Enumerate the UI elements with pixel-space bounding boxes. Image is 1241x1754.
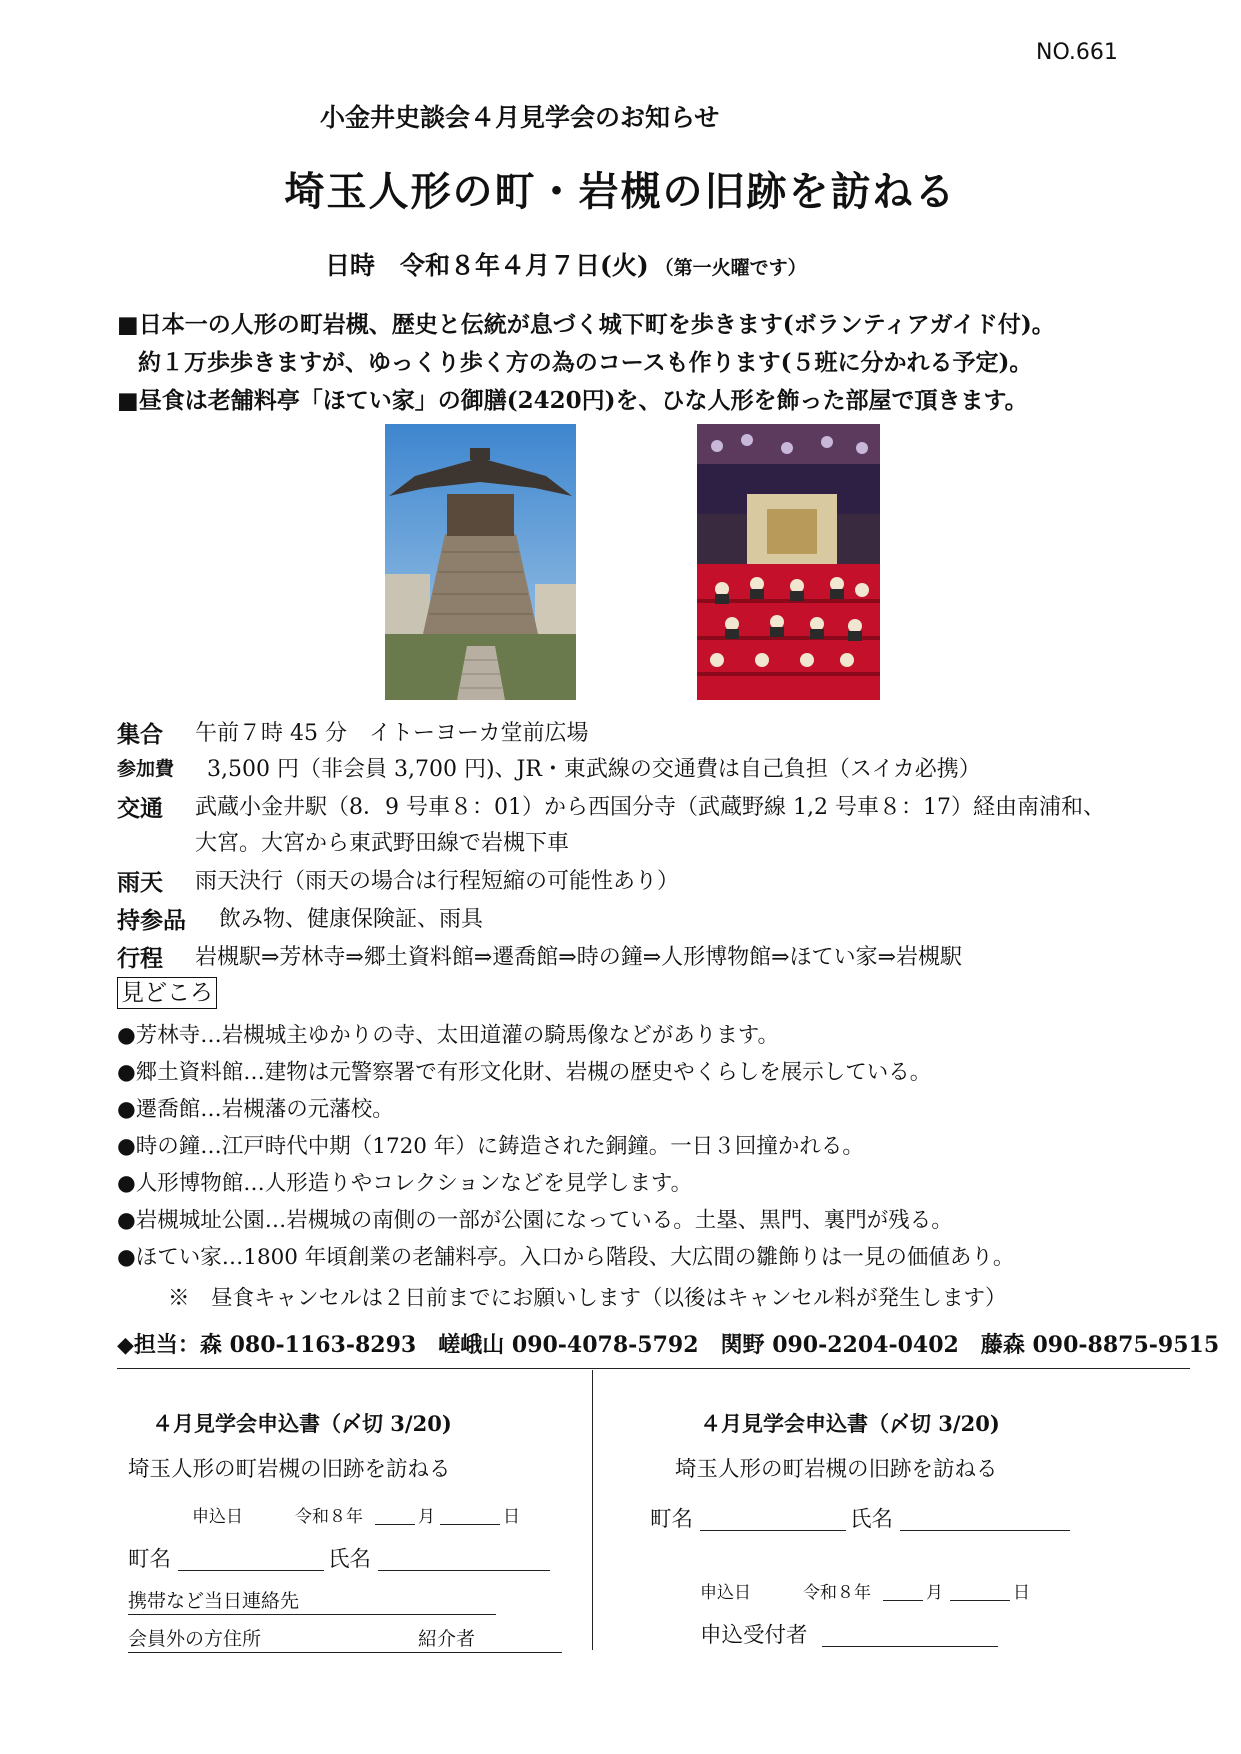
right-date-era: 令和８年 — [803, 1583, 871, 1603]
right-receiver-field[interactable] — [822, 1620, 998, 1647]
right-date-day-field[interactable] — [950, 1580, 1010, 1601]
right-form-title: ４月見学会申込書（〆切 3/20) — [700, 1411, 1000, 1436]
left-date-month-field[interactable] — [375, 1504, 415, 1525]
left-date-day: 日 — [503, 1507, 520, 1527]
notice-heading: 小金井史談会４月見学会のお知らせ — [320, 103, 720, 132]
left-name-label: 氏名 — [328, 1547, 372, 1572]
right-date-label: 申込日 — [700, 1583, 751, 1603]
highlights-label: 見どころ — [117, 977, 217, 1009]
right-name-label: 氏名 — [850, 1507, 894, 1532]
section-divider — [117, 1368, 1190, 1369]
detail-value-rain: 雨天決行（雨天の場合は行程短縮の可能性あり） — [195, 869, 680, 894]
intro-line-2: 約１万歩歩きますが、ゆっくり歩く方の為のコースも作ります(５班に分かれる予定)。 — [138, 349, 1033, 376]
left-phone-label: 携帯など当日連絡先 — [128, 1590, 300, 1612]
contact-line: ◆担当：森 080-1163-8293 嵯峨山 090-4078-5792 関野 090-2204-0402 藤森 090-8875-9515 — [117, 1332, 1220, 1358]
highlight-item: ●時の鐘…江戸時代中期（1720 年）に鋳造された銅鐘。一日３回撞かれる。 — [117, 1134, 864, 1159]
event-date-note: （第一火曜です） — [654, 257, 807, 279]
right-town-label: 町名 — [650, 1507, 694, 1532]
highlight-item: ●郷土資料館…建物は元警察署で有形文化財、岩槻の歴史やくらしを展示している。 — [117, 1060, 932, 1085]
left-date-month: 月 — [418, 1507, 435, 1527]
left-town-label: 町名 — [128, 1547, 172, 1572]
right-town-field[interactable] — [700, 1504, 846, 1531]
left-referrer-label: 紹介者 — [418, 1628, 476, 1650]
cancellation-note: ※ 昼食キャンセルは２日前までにお願いします（以後はキャンセル料が発生します） — [168, 1286, 1007, 1311]
detail-value-meeting: 午前７時 45 分 イトーヨーカ堂前広場 — [195, 721, 589, 746]
highlight-item: ●人形博物館…人形造りやコレクションなどを見学します。 — [117, 1171, 693, 1196]
form-divider — [592, 1370, 593, 1650]
highlight-item: ●芳林寺…岩槻城主ゆかりの寺、太田道灌の騎馬像などがあります。 — [117, 1023, 780, 1048]
right-form-subtitle: 埼玉人形の町岩槻の旧跡を訪ねる — [675, 1457, 998, 1482]
hina-doll-photo — [697, 424, 880, 700]
highlight-item: ●岩槻城址公園…岩槻城の南側の一部が公園になっている。土塁、黒門、裏門が残る。 — [117, 1208, 953, 1233]
bell-tower-photo — [385, 424, 576, 700]
event-date-main: 日時 令和８年４月７日(火) — [325, 251, 649, 280]
page-title: 埼玉人形の町・岩槻の旧跡を訪ねる — [284, 168, 957, 215]
left-form-title: ４月見学会申込書（〆切 3/20) — [152, 1411, 452, 1436]
highlight-item: ●ほてい家…1800 年頃創業の老舗料亭。入口から階段、大広間の雛飾りは一見の価値あり。 — [117, 1245, 1015, 1270]
left-date-day-field[interactable] — [440, 1504, 500, 1525]
detail-label-itinerary: 行程 — [117, 945, 163, 972]
detail-label-items: 持参品 — [117, 907, 186, 934]
detail-value-itinerary: 岩槻駅⇒芳林寺⇒郷土資料館⇒遷喬館⇒時の鐘⇒人形博物館⇒ほてい家⇒岩槻駅 — [195, 945, 963, 970]
right-receiver-label: 申込受付者 — [700, 1623, 808, 1648]
right-date-day: 日 — [1013, 1583, 1030, 1603]
right-name-field[interactable] — [900, 1504, 1070, 1531]
event-date — [325, 246, 807, 282]
intro-line-3: ■昼食は老舗料亭「ほてい家」の御膳(2420円)を、ひな人形を飾った部屋で頂きます。 — [117, 387, 1028, 414]
intro-line-1: ■日本一の人形の町岩槻、歴史と伝統が息づく城下町を歩きます(ボランティアガイド付)。 — [117, 311, 1055, 338]
left-address-label: 会員外の方住所 — [128, 1628, 262, 1650]
left-phone-field[interactable] — [128, 1588, 496, 1615]
detail-label-fee: 参加費 — [117, 758, 175, 780]
detail-value-transport: 武蔵小金井駅（8．9 号車８：01）から西国分寺（武蔵野線 1,2 号車８：17）経由南浦和、 — [195, 795, 1105, 820]
document-number: NO.661 — [1036, 40, 1118, 65]
right-date-month-field[interactable] — [883, 1580, 923, 1601]
left-name-field[interactable] — [378, 1544, 550, 1571]
left-form-subtitle: 埼玉人形の町岩槻の旧跡を訪ねる — [128, 1457, 451, 1482]
detail-value-transport-2: 大宮。大宮から東武野田線で岩槻下車 — [195, 831, 570, 856]
detail-label-rain: 雨天 — [117, 869, 163, 896]
detail-value-items: 飲み物、健康保険証、雨具 — [219, 907, 484, 932]
detail-label-meeting: 集合 — [117, 721, 163, 748]
left-town-field[interactable] — [178, 1544, 324, 1571]
left-date-label: 申込日 — [192, 1507, 243, 1527]
right-date-month: 月 — [926, 1583, 943, 1603]
detail-value-fee: 3,500 円（非会員 3,700 円)、JR・東武線の交通費は自己負担（スイカ必携） — [207, 757, 981, 782]
highlight-item: ●遷喬館…岩槻藩の元藩校。 — [117, 1097, 394, 1122]
left-address-field[interactable] — [128, 1626, 562, 1653]
left-date-era: 令和８年 — [295, 1507, 363, 1527]
detail-label-transport: 交通 — [117, 795, 163, 822]
